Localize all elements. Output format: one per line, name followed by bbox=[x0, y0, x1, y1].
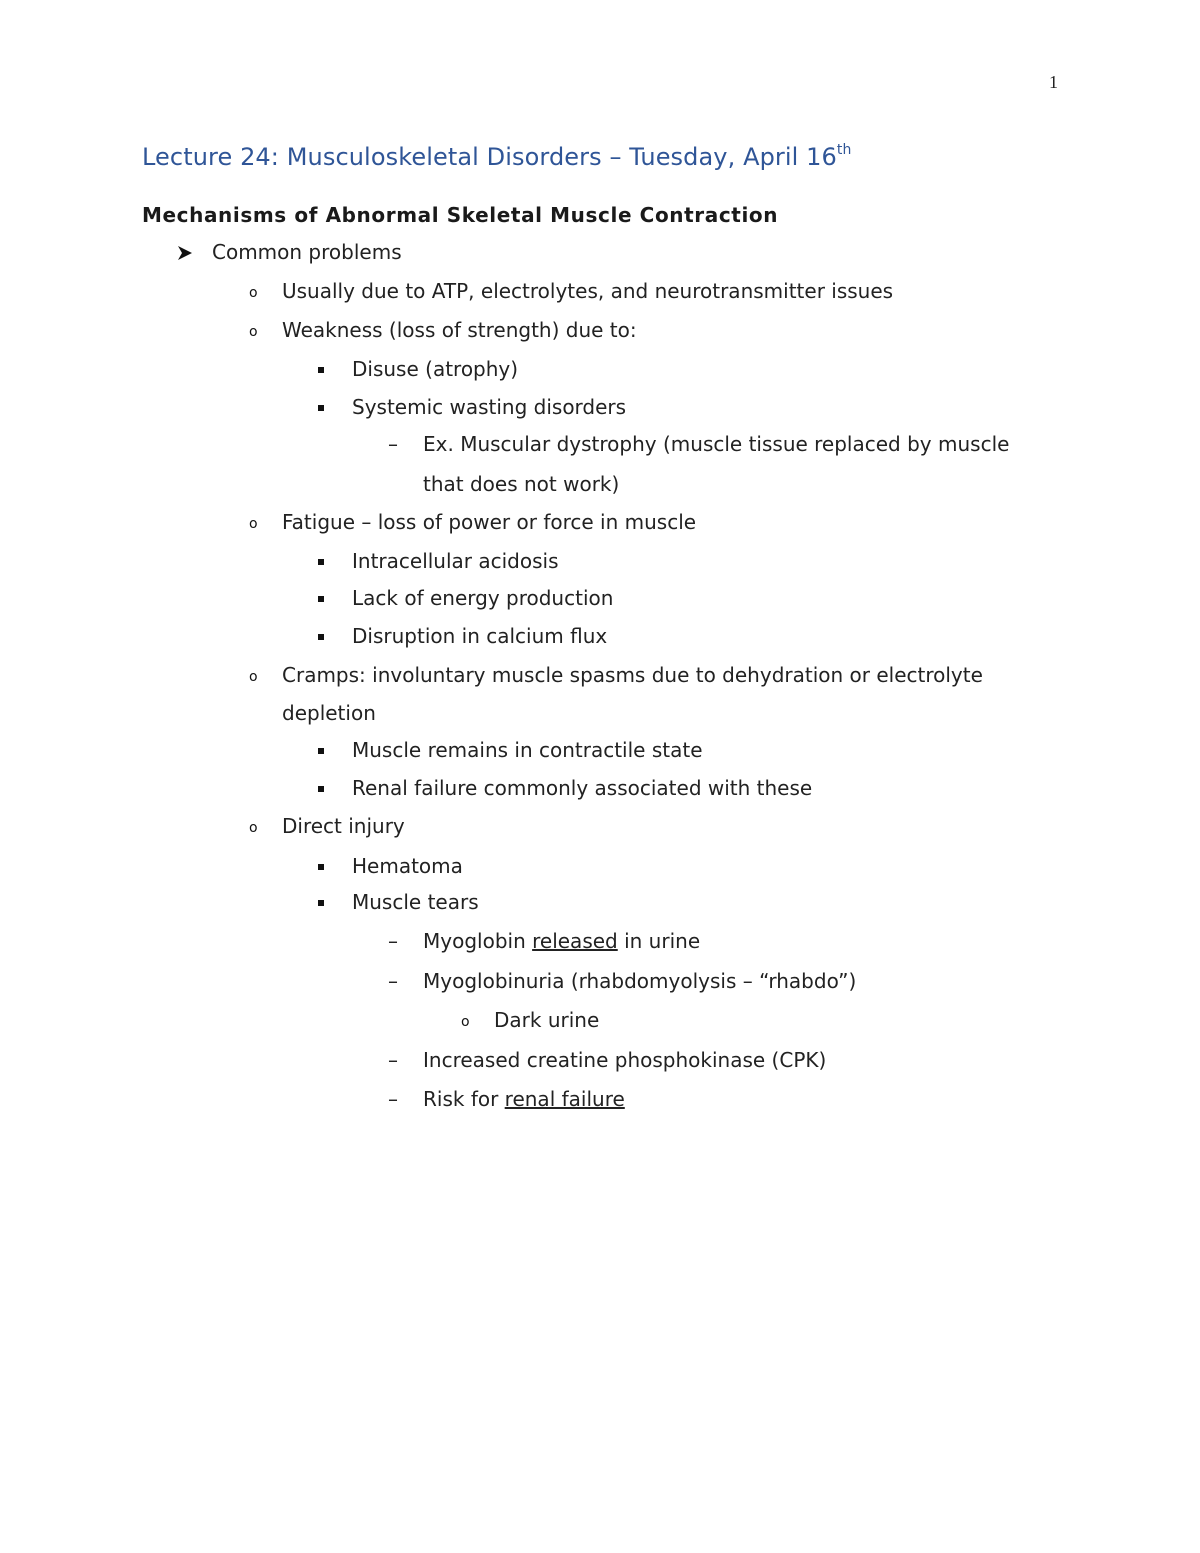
outline-fatigue: Fatigue – loss of power or force in muscle bbox=[282, 510, 697, 534]
outline-direct-injury: Direct injury bbox=[282, 814, 405, 838]
square-bullet bbox=[318, 596, 324, 602]
outline-cramps-line2: depletion bbox=[282, 701, 376, 725]
myoglobin-text: Myoglobin bbox=[423, 929, 533, 953]
outline-weakness: Weakness (loss of strength) due to: bbox=[282, 318, 637, 342]
square-bullet bbox=[318, 405, 324, 411]
square-bullet bbox=[318, 367, 324, 373]
outline-calcium: Disruption in calcium flux bbox=[352, 624, 608, 648]
circle-bullet: o bbox=[249, 516, 258, 532]
outline-cpk: Increased creatine phosphokinase (CPK) bbox=[423, 1048, 827, 1072]
page-number: 1 bbox=[1049, 72, 1058, 92]
dash-bullet: – bbox=[388, 929, 398, 953]
outline-hematoma: Hematoma bbox=[352, 854, 463, 878]
outline-acidosis: Intracellular acidosis bbox=[352, 549, 559, 573]
outline-risk bbox=[423, 1087, 625, 1111]
outline-common-problems: Common problems bbox=[212, 240, 402, 264]
lecture-title-superscript: th bbox=[836, 142, 852, 158]
outline-energy: Lack of energy production bbox=[352, 586, 614, 610]
square-bullet bbox=[318, 900, 324, 906]
square-bullet bbox=[318, 748, 324, 754]
outline-usually: Usually due to ATP, electrolytes, and neurotransmitter issues bbox=[282, 279, 894, 303]
outline-example-line1: Ex. Muscular dystrophy (muscle tissue replaced by muscle bbox=[423, 432, 1010, 456]
outline-disuse: Disuse (atrophy) bbox=[352, 357, 519, 381]
myoglobin-text-end: in urine bbox=[617, 929, 701, 953]
outline-myoglobinuria: Myoglobinuria (rhabdomyolysis – “rhabdo”) bbox=[423, 969, 857, 993]
square-bullet bbox=[318, 634, 324, 640]
dash-bullet: – bbox=[388, 1048, 398, 1072]
risk-underlined: renal failure bbox=[504, 1087, 625, 1111]
outline-cramps-line1: Cramps: involuntary muscle spasms due to dehydration or electrolyte bbox=[282, 663, 983, 687]
circle-bullet: o bbox=[249, 324, 258, 340]
section-heading: Mechanisms of Abnormal Skeletal Muscle Contraction bbox=[142, 203, 779, 227]
myoglobin-underlined: released bbox=[532, 929, 618, 953]
circle-bullet: o bbox=[249, 669, 258, 685]
outline-systemic: Systemic wasting disorders bbox=[352, 395, 627, 419]
arrow-bullet-icon bbox=[176, 244, 194, 262]
lecture-title-text: Lecture 24: Musculoskeletal Disorders – Tuesday, April 16 bbox=[142, 143, 837, 171]
outline-dark-urine: Dark urine bbox=[494, 1008, 600, 1032]
dash-bullet: – bbox=[388, 432, 398, 456]
circle-bullet: o bbox=[249, 820, 258, 836]
outline-contractile: Muscle remains in contractile state bbox=[352, 738, 703, 762]
square-bullet bbox=[318, 786, 324, 792]
square-bullet bbox=[318, 559, 324, 565]
circle-bullet: o bbox=[461, 1014, 470, 1030]
outline-myoglobin bbox=[423, 929, 700, 953]
dash-bullet: – bbox=[388, 1087, 398, 1111]
outline-muscle-tears: Muscle tears bbox=[352, 890, 479, 914]
lecture-title bbox=[142, 143, 851, 171]
outline-renal-assoc: Renal failure commonly associated with these bbox=[352, 776, 813, 800]
dash-bullet: – bbox=[388, 969, 398, 993]
circle-bullet: o bbox=[249, 285, 258, 301]
square-bullet bbox=[318, 864, 324, 870]
outline-example-line2: that does not work) bbox=[423, 472, 620, 496]
risk-text: Risk for bbox=[423, 1087, 505, 1111]
